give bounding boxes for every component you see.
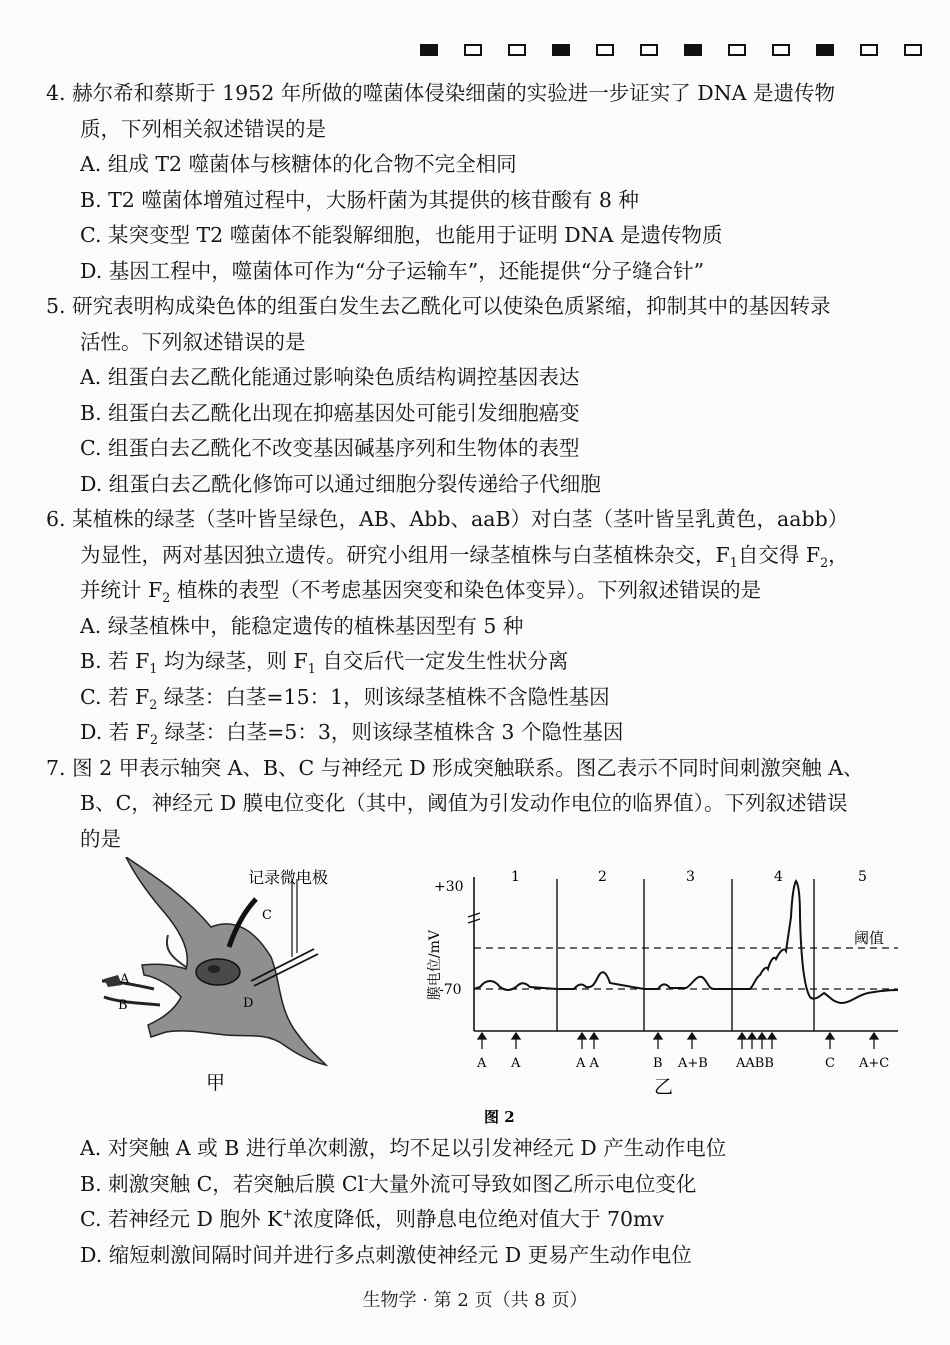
q4-option-b: B. T2 噬菌体增殖过程中，大肠杆菌为其提供的核苷酸有 8 种 (80, 187, 639, 212)
q7-option-a: A. 对突触 A 或 B 进行单次刺激，均不足以引发神经元 D 产生动作电位 (80, 1136, 727, 1160)
stim-label-3: A A (576, 1056, 599, 1071)
header-mark-6 (640, 44, 658, 56)
segment-1: 1 (511, 869, 520, 885)
electrode-label: 记录微电极 (248, 868, 329, 887)
header-marks (420, 44, 922, 56)
q7-option-b: B. 刺激突触 C，若突触后膜 Cl-大量外流可导致如图乙所示电位变化 (80, 1170, 697, 1196)
stim-label-7: C (825, 1056, 835, 1071)
q4-option-c: C. 某突变型 T2 噬菌体不能裂解细胞，也能用于证明 DNA 是遗传物质 (80, 223, 723, 247)
figure-caption-yi: 乙 (654, 1076, 674, 1098)
q6-stem-line3: 并统计 $F_2$ 植株的表型（不考虑基因突变和染色体变异）。下列叙述错误的是 (80, 578, 762, 606)
exam-content (46, 76, 926, 1273)
q6-stem-line1: 6. 某植株的绿茎（茎叶皆呈绿色，AB、Abb、aaB）对白茎（茎叶皆呈乳黄色，aabb） (46, 507, 849, 531)
segment-2: 2 (598, 869, 607, 885)
q5-option-a: A. 组蛋白去乙酰化能通过影响染色质结构调控基因表达 (80, 365, 580, 389)
header-mark-5 (596, 44, 614, 56)
stimulus-arrows (478, 1033, 878, 1049)
q5-option-d: D. 组蛋白去乙酰化修饰可以通过细胞分裂传递给子代细胞 (80, 471, 601, 496)
figure-2 (46, 857, 926, 1131)
neuron-label-d: D (243, 996, 254, 1011)
threshold-label: 阈值 (854, 929, 885, 947)
q4-option-a: A. 组成 T2 噬菌体与核糖体的化合物不完全相同 (80, 152, 517, 176)
y-tick-minus70: -70 (439, 982, 462, 998)
neuron-label-a: A (120, 972, 130, 987)
q6-option-c: C. 若 $F_2$ 绿茎：白茎=15：1，则该绿茎植株不含隐性基因 (80, 684, 610, 712)
header-mark-4 (552, 44, 570, 56)
q5-option-b: B. 组蛋白去乙酰化出现在抑癌基因处可能引发细胞癌变 (80, 400, 580, 425)
neuron-label-c: C (262, 908, 272, 923)
y-axis-label: 膜电位/mV (427, 929, 443, 1001)
stim-label-8: A+C (859, 1056, 890, 1071)
q6-option-d: D. 若 $F_2$ 绿茎：白茎=5：3，则该绿茎植株含 3 个隐性基因 (80, 720, 624, 748)
stim-label-5: A+B (678, 1056, 708, 1071)
header-mark-11 (860, 44, 878, 56)
neuron-label-b: B (118, 998, 128, 1013)
q7-option-d: D. 缩短刺激间隔时间并进行多点刺激使神经元 D 更易产生动作电位 (80, 1242, 692, 1267)
page-footer: 生物学 · 第 2 页（共 8 页） (362, 1290, 588, 1310)
header-mark-3 (508, 44, 526, 56)
q4-option-d: D. 基因工程中，噬菌体可作为“分子运输车”，还能提供“分子缝合针” (80, 258, 705, 283)
neuron-diagram (102, 857, 328, 1094)
header-mark-8 (728, 44, 746, 56)
q6-stem-line2: 为显性，两对基因独立遗传。研究小组用一绿茎植株与白茎植株杂交，$F_1$自交得 $F_2$， (80, 542, 849, 570)
stim-label-6: AABB (736, 1056, 774, 1071)
q6-option-a: A. 绿茎植株中，能稳定遗传的植株基因型有 5 种 (80, 613, 524, 638)
q5-option-c: C. 组蛋白去乙酰化不改变基因碱基序列和生物体的表型 (80, 436, 580, 460)
figure-caption-jia: 甲 (206, 1072, 226, 1094)
q6-option-b: B. 若 $F_1$ 均为绿茎，则 $F_1$ 自交后代一定发生性状分离 (80, 649, 569, 677)
q4-stem-line2: 质，下列相关叙述错误的是 (80, 116, 326, 141)
membrane-potential-graph (426, 869, 898, 1098)
q4-stem-line1: 4. 赫尔希和蔡斯于 1952 年所做的噬菌体侵染细菌的实验进一步证实了 DNA 是遗传物 (46, 81, 835, 105)
q5-stem-line1: 5. 研究表明构成染色体的组蛋白发生去乙酰化可以使染色质紧缩，抑制其中的基因转录 (46, 294, 831, 318)
stim-label-2: A (511, 1056, 521, 1071)
header-mark-12 (904, 44, 922, 56)
segment-5: 5 (858, 869, 867, 885)
q7-stem-line3: 的是 (80, 826, 121, 851)
stim-label-1: A (477, 1056, 487, 1071)
header-mark-2 (464, 44, 482, 56)
header-mark-9 (772, 44, 790, 56)
stim-label-4: B (653, 1056, 663, 1071)
header-mark-1 (420, 44, 438, 56)
header-mark-10 (816, 44, 834, 56)
q5-stem-line2: 活性。下列叙述错误的是 (80, 329, 306, 354)
header-mark-7 (684, 44, 702, 56)
q7-stem-line1: 7. 图 2 甲表示轴突 A、B、C 与神经元 D 形成突触联系。图乙表示不同时间刺激突触 A、 (46, 755, 864, 780)
figure-title: 图 2 (484, 1108, 515, 1126)
figure-2-svg (46, 857, 926, 1131)
segment-4: 4 (774, 869, 783, 885)
y-tick-plus30: +30 (434, 879, 464, 895)
q7-stem-line2: B、C，神经元 D 膜电位变化（其中，阈值为引发动作电位的临界值）。下列叙述错误 (80, 791, 848, 815)
segment-3: 3 (686, 869, 695, 885)
q7-option-c: C. 若神经元 D 胞外 K+浓度降低，则静息电位绝对值大于 70mv (80, 1206, 665, 1231)
